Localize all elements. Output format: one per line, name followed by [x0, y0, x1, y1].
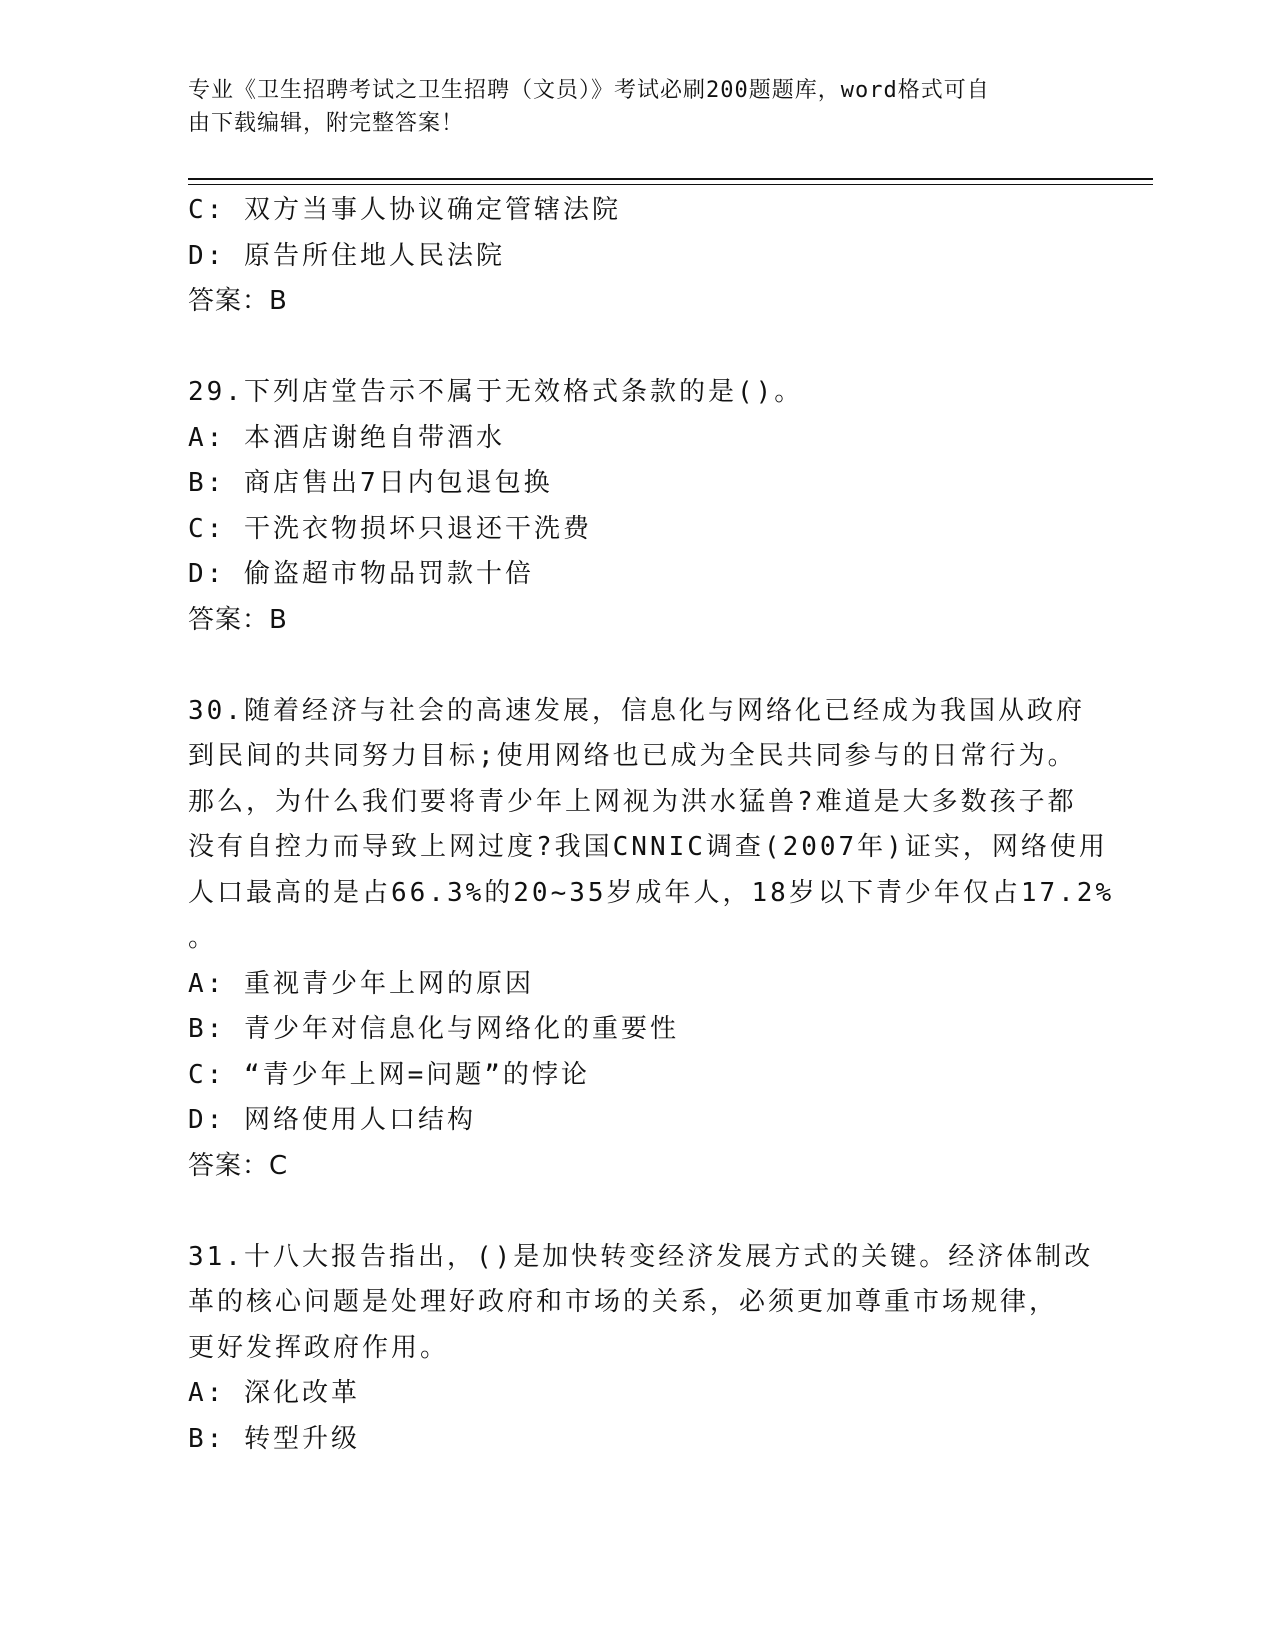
option-b: B: 商店售出7日内包退包换: [188, 468, 553, 498]
option-d: D: 原告所住地人民法院: [188, 240, 505, 271]
option-d: D: 网络使用人口结构: [188, 1105, 476, 1135]
option-a: A: 本酒店谢绝自带酒水: [188, 422, 505, 453]
answer-line: 答案：C: [188, 1150, 289, 1181]
answer-line: 答案：B: [188, 604, 288, 635]
option-b: B: 青少年对信息化与网络化的重要性: [188, 1014, 679, 1044]
question-stem-line: 那么，为什么我们要将青少年上网视为洪水猛兽?难道是大多数孩子都: [188, 786, 1077, 817]
option-c: C: 双方当事人协议确定管辖法院: [188, 195, 621, 225]
spacer: [188, 1189, 1088, 1235]
question-stem: 29.下列店堂告示不属于无效格式条款的是()。: [188, 377, 804, 407]
answer-line: 答案：B: [188, 286, 288, 316]
option-b: B: 转型升级: [188, 1423, 360, 1454]
question-stem-line: 更好发挥政府作用。: [188, 1332, 450, 1363]
question-stem-line: 30.随着经济与社会的高速发展，信息化与网络化已经成为我国从政府: [188, 695, 1085, 726]
question-30: [188, 689, 1115, 1190]
question-list: [188, 188, 1115, 1462]
option-a: A: 重视青少年上网的原因: [188, 968, 534, 999]
question-29: [188, 370, 1088, 643]
header-rule-thin: [188, 184, 1153, 185]
question-stem-line: 没有自控力而导致上网过度?我国CNNIC调查(2007年)证实，网络使用: [188, 832, 1108, 862]
question-stem-line: 革的核心问题是处理好政府和市场的关系，必须更加尊重市场规律，: [188, 1287, 1059, 1317]
question-28-tail: [188, 188, 1088, 325]
header-rule-thick: [188, 178, 1153, 180]
spacer: [188, 325, 1088, 371]
option-a: A: 深化改革: [188, 1378, 360, 1408]
question-stem-line: 31.十八大报告指出，()是加快转变经济发展方式的关键。经济体制改: [188, 1241, 1094, 1272]
option-c: C: “青少年上网=问题”的悖论: [188, 1059, 590, 1090]
option-d: D: 偷盗超市物品罚款十倍: [188, 559, 534, 589]
question-31: [188, 1235, 1094, 1463]
document-header: [188, 74, 1068, 140]
question-stem-line: 。: [188, 923, 218, 953]
header-line-2: 由下载编辑，附完整答案！: [188, 111, 465, 136]
spacer: [188, 643, 1088, 689]
header-line-1: 专业《卫生招聘考试之卫生招聘（文员）》考试必刷200题题库，word格式可自: [188, 78, 990, 103]
question-stem-line: 到民间的共同努力目标;使用网络也已成为全民共同参与的日常行为。: [188, 741, 1077, 771]
option-c: C: 干洗衣物损坏只退还干洗费: [188, 513, 592, 544]
question-stem-line: 人口最高的是占66.3%的20~35岁成年人，18岁以下青少年仅占17.2%: [188, 877, 1115, 908]
